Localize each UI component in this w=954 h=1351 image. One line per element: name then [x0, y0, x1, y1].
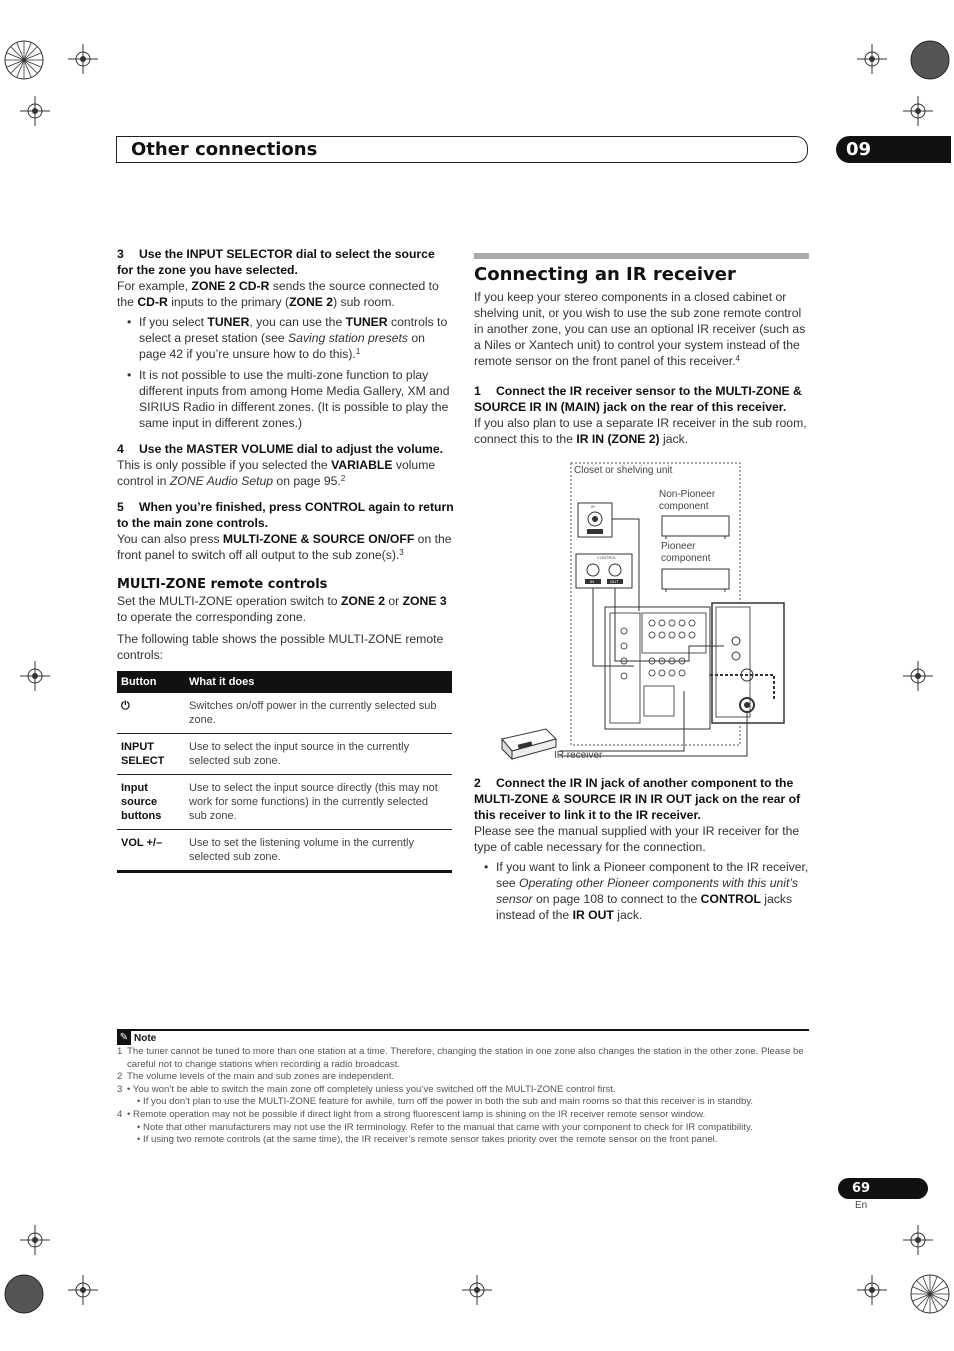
table-cell-button: Input source buttons	[117, 775, 185, 830]
footnote-2: 2 The volume levels of the main and sub zones are independent.	[117, 1071, 395, 1083]
bullet-multizone-limit: • It is not possible to use the multi-zone function to play different inputs from among Home Media Gallery, XM and SIRIUS Radio in different zones. (It is possible to play the same input in different zones.)	[117, 367, 454, 431]
table-cell-desc: Use to select the input source in the currently selected sub zone.	[185, 734, 452, 775]
footnote-1: 1 The tuner cannot be tuned to more than one station at a time. Therefore, changing the station in one zone also changes the station in the other zone. Please be careful not to change stations when recording a radio broadcast.	[117, 1046, 804, 1070]
step-4-body: This is only possible if you selected the VARIABLE volume control in ZONE Audio Setup on page 95.$^2$	[117, 458, 436, 488]
remote-controls-table	[117, 671, 452, 873]
page-number: 69	[838, 1178, 928, 1199]
footnote-3: 3 • You won’t be able to switch the main zone off completely unless you’ve switched off the MULTI-ZONE control first. • If you don’t plan to use the MULTI-ZONE feature for awhile, turn off the power in both the sub and main rooms so that this receiver is in standby.	[117, 1083, 754, 1108]
note-divider	[117, 1029, 809, 1031]
right-column	[474, 253, 810, 928]
ir-step-2-body: Please see the manual supplied with your IR receiver for the type of cable necessary for the connection.	[474, 824, 800, 854]
step-5-body: You can also press MULTI-ZONE & SOURCE ON/OFF on the front panel to switch off all output to the sub zone(s).$^3$	[117, 532, 452, 562]
crosshair-mark-mid-right	[903, 661, 933, 691]
crosshair-mark-bottom-right	[857, 1275, 887, 1305]
footnote-4: 4 • Remote operation may not be possible if direct light from a strong fluorescent lamp is shining on the IR receiver remote sensor window. • Note that other manufacturers may not use the IR terminology. Refer to the manual that came with your component to check for IR compatibility. • If using two remote controls (at the same time), the IR receiver’s remote sensor takes priority over the remote sensor on the front panel.	[117, 1108, 753, 1146]
closet-label: Closet or shelving unit	[574, 465, 673, 476]
language-code: En	[855, 1200, 868, 1211]
power-icon: ⏻	[117, 693, 185, 734]
registration-mark-bottom-left	[2, 1272, 46, 1316]
control-jack-label: CONTROL	[597, 555, 617, 560]
step-3-body: For example, ZONE 2 CD-R sends the source connected to the CD-R inputs to the primary (ZONE 2) sub room.	[117, 279, 439, 309]
crosshair-mark-top-right	[857, 44, 887, 74]
table-row	[117, 830, 452, 872]
ir-step-1-body: If you also plan to use a separate IR receiver in the sub room, connect this to the IR IN (ZONE 2) jack.	[474, 416, 807, 446]
crosshair-mark-top-left-2	[20, 96, 50, 126]
pencil-icon: ✎	[117, 1031, 131, 1045]
remote-controls-heading: MULTI-ZONE remote controls	[117, 577, 328, 592]
note-heading: ✎ Note	[117, 1031, 156, 1045]
table-cell-button: VOL +/–	[117, 830, 185, 872]
ir-intro: If you keep your stereo components in a closed cabinet or shelving unit, or you wish to use the sub zone remote control in another zone, you can use an optional IR receiver (such as a Niles or Xantech unit) to control your system instead of the remote sensor on the front panel of this receiver.$^4$	[474, 290, 806, 368]
ir-connection-diagram	[474, 461, 810, 761]
control-in-label: IN	[590, 579, 594, 584]
bullet-tuner: • If you select TUNER, you can use the TUNER controls to select a preset station (see Saving station presets on page 42 if you’re unsure how to do this).$^1$	[117, 314, 454, 362]
registration-mark-top-right	[908, 38, 952, 82]
crosshair-mark-top-right-2	[903, 96, 933, 126]
pioneer-label: Pioneer component	[661, 541, 711, 564]
table-header-button: Button	[117, 671, 185, 693]
control-out-label: OUT	[610, 579, 619, 584]
step-3: 3 Use the INPUT SELECTOR dial to select the source for the zone you have selected.	[117, 247, 435, 277]
footnotes	[117, 1046, 809, 1147]
ir-step-2-bullets	[474, 859, 810, 923]
registration-mark-bottom-right	[908, 1272, 952, 1316]
table-header-what: What it does	[185, 671, 452, 693]
table-row	[117, 693, 452, 734]
crosshair-mark-mid-left	[20, 661, 50, 691]
ir-section-title: Connecting an IR receiver	[474, 264, 736, 285]
crosshair-mark-bottom-center	[462, 1275, 492, 1305]
crosshair-mark-bottom-left-2	[68, 1275, 98, 1305]
bullet-pioneer-link: • If you want to link a Pioneer component to the IR receiver, see Operating other Pioneer components with this unit’s sensor on page 108 to connect to the CONTROL jacks instead of the IR OUT jack.	[474, 859, 810, 923]
crosshair-mark-bottom-left	[20, 1225, 50, 1255]
step-4: 4 Use the MASTER VOLUME dial to adjust the volume.	[117, 442, 444, 456]
ir-jack-label: IR	[591, 504, 595, 509]
crosshair-mark-top-left	[68, 44, 98, 74]
table-intro: The following table shows the possible MULTI-ZONE remote controls:	[117, 632, 444, 662]
table-cell-desc: Use to set the listening volume in the currently selected sub zone.	[185, 830, 452, 872]
registration-mark-top-left	[2, 38, 46, 82]
non-pioneer-label: Non-Pioneer component	[659, 489, 716, 512]
ir-receiver-label: IR receiver	[554, 750, 603, 761]
ir-step-2: 2 Connect the IR IN jack of another component to the MULTI-ZONE & SOURCE IR IN IR OUT jack on the rear of this receiver to link it to the IR receiver.	[474, 776, 801, 822]
table-cell-desc: Use to select the input source directly (this may not work for some functions) in the currently selected sub zone.	[185, 775, 452, 830]
crosshair-mark-bottom-right-2	[903, 1225, 933, 1255]
left-column	[117, 246, 454, 873]
table-cell-desc: Switches on/off power in the currently selected sub zone.	[185, 693, 452, 734]
table-cell-button: INPUT SELECT	[117, 734, 185, 775]
section-title: Other connections	[131, 139, 318, 160]
remote-controls-body: Set the MULTI-ZONE operation switch to ZONE 2 or ZONE 3 to operate the corresponding zone.	[117, 594, 447, 624]
table-row	[117, 734, 452, 775]
diagram-drawing	[474, 461, 810, 761]
table-row	[117, 775, 452, 830]
section-header	[116, 136, 808, 163]
step-5: 5 When you’re finished, press CONTROL again to return to the main zone controls.	[117, 500, 454, 530]
section-bar	[474, 253, 809, 259]
chapter-tab: 09	[836, 136, 951, 163]
table-header-row	[117, 671, 452, 693]
step-3-bullets	[117, 314, 454, 431]
ir-step-1: 1 Connect the IR receiver sensor to the MULTI-ZONE & SOURCE IR IN (MAIN) jack on the rear of this receiver.	[474, 384, 802, 414]
